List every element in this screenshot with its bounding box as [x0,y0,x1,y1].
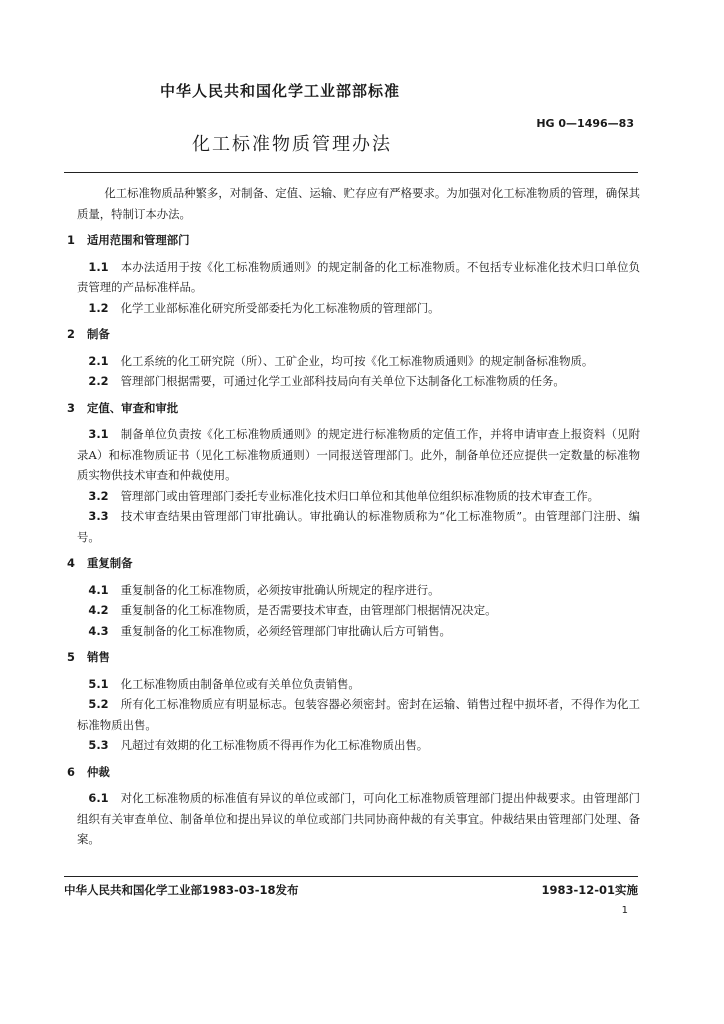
section-heading-6: 6 仲裁 [67,764,110,779]
standard-code: HG 0—1496—83 [536,117,634,130]
clause-3-1: 3.1 制备单位负责按《化工标准物质通则》的规定进行标准物质的定值工作，并将申请审查上报资料（见附录A）和标准物质证书（见化工标准物质通则）一同报送管理部门。此外，制备单位还应提供一定数量的标准物质实物供技术审查和仲裁使用。 [77,427,640,482]
clause-1-1: 1.1 本办法适用于按《化工标准物质通则》的规定制备的化工标准物质。不包括专业标准化技术归口单位负责管理的产品标准样品。 [77,259,640,294]
section-heading-4: 4 重复制备 [67,556,133,570]
clause-3-3: 3.3 技术审查结果由管理部门审批确认。审批确认的标准物质称为“化工标准物质”。由管理部门注册、编号。 [77,509,640,544]
clause-5-2: 5.2 所有化工标准物质应有明显标志。包装容器必须密封。密封在运输、销售过程中损坏者，不得作为化工标准物质出售。 [77,697,640,732]
clause-4-1: 4.1 重复制备的化工标准物质，必须按审批确认所规定的程序进行。 [88,582,440,597]
clause-4-3: 4.3 重复制备的化工标准物质，必须经管理部门审批确认后方可销售。 [88,623,451,638]
clause-2-1: 2.1 化工系统的化工研究院（所）、工矿企业，均可按《化工标准物质通则》的规定制备标准物质。 [88,353,594,368]
clause-5-3: 5.3 凡超过有效期的化工标准物质不得再作为化工标准物质出售。 [88,738,429,752]
section-heading-5: 5 销售 [67,650,110,664]
issue-date: 中华人民共和国化学工业部1983-03-18发布 [64,883,299,897]
section-heading-3: 3 定值、审查和审批 [67,400,179,415]
clause-4-2: 4.2 重复制备的化工标准物质，是否需要技术审查，由管理部门根据情况决定。 [88,603,497,617]
intro-paragraph: 化工标准物质品种繁多，对制备、定值、运输、贮存应有严格要求。为加强对化工标准物质的管理，确保其质量，特制订本办法。 [77,186,640,221]
page-number: 1 [621,905,628,916]
clause-6-1: 6.1 对化工标准物质的标准值有异议的单位或部门，可向化工标准物质管理部门提出仲裁要求。由管理部门组织有关审查单位、制备单位和提出异议的单位或部门共同协商仲裁的有关事宜。仲裁结果由管理部门处理、备案。 [77,791,640,846]
clause-1-2: 1.2 化学工业部标准化研究所受部委托为化工标准物质的管理部门。 [88,300,440,315]
document-title: 化工标准物质管理办法 [192,134,392,155]
document-body [67,183,640,850]
effective-date: 1983-12-01实施 [541,883,638,897]
section-heading-1: 1 适用范围和管理部门 [67,233,190,247]
header-divider [64,172,638,173]
clause-5-1: 5.1 化工标准物质由制备单位或有关单位负责销售。 [88,676,360,691]
clause-3-2: 3.2 管理部门或由管理部门委托专业标准化技术归口单位和其他单位组织标准物质的技术审查工作。 [88,488,599,503]
section-heading-2: 2 制备 [67,327,110,341]
clause-2-2: 2.2 管理部门根据需要，可通过化学工业部科技局向有关单位下达制备化工标准物质的任务。 [88,374,565,388]
footer-divider [64,876,638,877]
issuing-authority: 中华人民共和国化学工业部部标准 [160,82,401,100]
